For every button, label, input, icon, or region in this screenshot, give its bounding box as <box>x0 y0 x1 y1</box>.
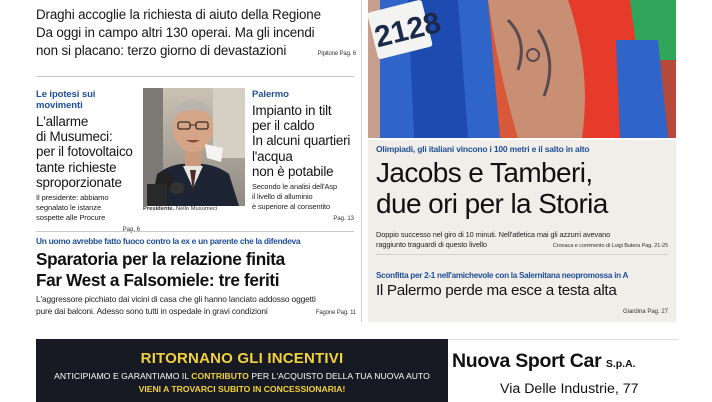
headline-line: Jacobs e Tamberi, <box>376 157 593 188</box>
portrait-illustration <box>143 88 245 206</box>
summary-line: è superiore al consentito <box>252 202 331 212</box>
story-shooting <box>36 236 356 319</box>
story-musumeci <box>36 89 140 233</box>
story-page: Pag. 13 <box>333 216 354 223</box>
story-summary <box>252 182 354 212</box>
cut-off-headline <box>36 0 354 4</box>
lead-line: Draghi accoglie la richiesta di aiuto della Regione <box>36 7 321 22</box>
dealer-suffix: S.p.A. <box>605 358 636 370</box>
headline-line: sproporzionate <box>36 174 122 190</box>
summary-line: il livello di alluminio <box>252 192 313 202</box>
headline-line: Far West a Falsomiele: tre feriti <box>36 269 280 290</box>
sport-panel <box>368 140 676 322</box>
story-byline: Fagone Pag. 11 <box>315 309 356 316</box>
headline-line: due ori per la Storia <box>376 188 608 219</box>
divider <box>36 76 354 77</box>
summary-line: raggiunto traguardi di questo livello <box>376 239 487 249</box>
ad-highlight: CONTRIBUTO <box>191 371 249 381</box>
headline-line: Impianto in tilt <box>252 103 332 118</box>
headline-line: non è potabile <box>252 163 334 179</box>
ad-line-2: VIENI A TROVARCI SUBITO IN CONCESSIONARIA! <box>138 384 346 394</box>
caption-text: Nello Musumeci <box>175 206 218 212</box>
headline-line: l'acqua <box>252 148 293 164</box>
headline-line: Sparatoria per la relazione finita <box>36 249 285 269</box>
olympics-summary <box>376 230 676 252</box>
ad-text: PER L'ACQUISTO DELLA TUA NUOVA AUTO <box>248 371 430 381</box>
story-kicker: Palermo <box>252 89 289 100</box>
story-kicker: Le ipotesi sui movimenti <box>36 89 96 111</box>
dealer-name: Nuova Sport Car <box>452 350 602 372</box>
summary-line: sospette alle Procure <box>36 213 106 223</box>
ad-line-1 <box>36 371 448 381</box>
ad-title: RITORNANO GLI INCENTIVI <box>140 350 344 367</box>
dealer-address: Via Delle Industrie, 77 <box>500 381 639 397</box>
story-summary <box>36 294 356 319</box>
headline-line: per il fotovoltaico <box>36 144 133 160</box>
story-headline <box>36 249 356 290</box>
football-headline: Il Palermo perde ma esce a testa alta <box>376 282 617 299</box>
story-palermo <box>252 89 354 222</box>
bib-number: 2128 <box>371 6 445 55</box>
lead-story <box>36 6 356 63</box>
column-divider <box>361 0 362 322</box>
musumeci-photo <box>143 88 245 206</box>
ad-text: ANTICIPIAMO E GARANTIAMO IL <box>54 371 192 381</box>
headline-line: di Musumeci: <box>36 129 113 145</box>
football-kicker: Sconfitta per 2-1 nell'amichevole con la Salernitana neopromossa in A <box>376 271 629 280</box>
headline-line: In alcuni quartieri <box>252 133 351 149</box>
lead-line: Da oggi in campo altri 130 operai. Ma gli incendi <box>36 25 315 40</box>
story-headline <box>36 114 140 190</box>
dealer-name-row <box>452 350 636 373</box>
divider <box>36 231 354 232</box>
summary-line: pure dai balconi. Adesso sono tutti in ospedale in gravi condizioni <box>36 305 268 316</box>
athletes-illustration <box>368 0 676 138</box>
headline-line: L'allarme <box>36 114 89 129</box>
olympics-headline <box>376 157 608 219</box>
divider <box>376 254 668 255</box>
headline-line: per il caldo <box>252 118 315 134</box>
dealer-box <box>448 339 678 402</box>
summary-line: Il presidente: abbiamo <box>36 193 109 203</box>
story-summary <box>36 193 140 223</box>
olympics-byline: Cronaca e commento di Luigi Butera Pag. 21-25 <box>552 242 668 249</box>
headline-line: tante richieste <box>36 159 117 175</box>
lead-line: non si placano: terzo giorno di devastazioni <box>36 43 287 58</box>
caption-bold: Presidente. <box>143 206 175 212</box>
olympics-kicker: Olimpiadi, gli italiani vincono i 100 metri e il salto in alto <box>376 144 590 154</box>
lead-byline: Pipitone Pag. 6 <box>317 51 356 57</box>
photo-caption <box>143 206 248 212</box>
summary-line: segnalato le istanze <box>36 203 102 213</box>
summary-line: Doppio successo nel giro di 10 minuti. Nell'atletica mai gli azzurri avevano <box>376 230 611 239</box>
summary-line: L'aggressore picchiato dai vicini di casa che gli hanno lanciato addosso oggetti <box>36 294 316 305</box>
story-kicker: Un uomo avrebbe fatto fuoco contro la ex e un parente che la difendeva <box>36 236 301 246</box>
advert-banner <box>36 339 448 402</box>
olympics-photo <box>368 0 676 138</box>
story-headline <box>252 103 354 179</box>
summary-line: Secondo le analisi dell'Asp <box>252 182 337 192</box>
football-byline: Giardina Pag. 27 <box>622 309 668 315</box>
